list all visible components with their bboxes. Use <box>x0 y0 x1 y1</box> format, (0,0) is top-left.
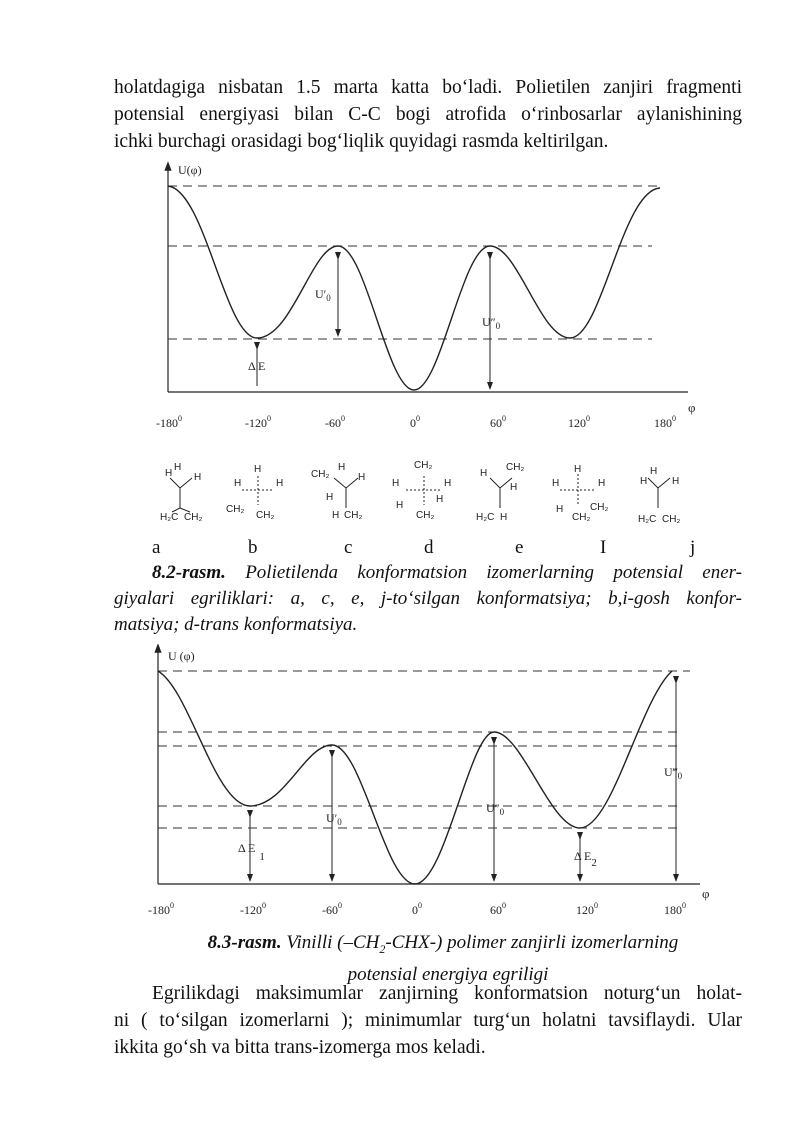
delta-e2-label: Δ E2 <box>574 849 597 869</box>
x-tick-labels <box>156 414 676 430</box>
conformer-letter: I <box>600 537 607 558</box>
svg-text:H: H <box>436 494 444 505</box>
svg-text:H: H <box>338 462 346 473</box>
svg-text:H: H <box>332 510 340 521</box>
svg-text:H: H <box>174 462 182 473</box>
svg-text:H: H <box>254 464 262 475</box>
outro-line: ikkita go‘sh va bitta trans-izomerga mos keladi. <box>114 1037 486 1058</box>
x-axis-label: φ <box>702 886 710 901</box>
conformer-letter: e <box>515 537 524 558</box>
tick-label: $180^0$ <box>654 414 676 430</box>
svg-text:CH₂: CH₂ <box>256 510 275 521</box>
svg-text:H: H <box>480 468 488 479</box>
svg-text:H: H <box>444 478 452 489</box>
u0-prime-label: $U'_0$ <box>315 287 331 303</box>
x-tick-labels <box>148 901 686 917</box>
x-axis-label: φ <box>688 400 696 415</box>
u0-dprime-label: $U''_0$ <box>482 315 501 331</box>
svg-text:H: H <box>672 476 680 487</box>
molecule-i <box>552 464 608 523</box>
svg-text:CH₂: CH₂ <box>506 462 525 473</box>
svg-text:H: H <box>640 476 648 487</box>
conformer-letter: c <box>344 537 353 558</box>
conformer-structures <box>0 455 800 535</box>
figure-8-2-energy-plot <box>0 160 800 445</box>
molecule-a <box>160 462 202 523</box>
svg-text:H₂C: H₂C <box>638 514 657 525</box>
caption-text: giyalari egriliklari: a, c, e, j-to‘silgan konformatsiya; b,i-gosh konfor- <box>114 588 742 609</box>
tick-label: $0^0$ <box>412 901 422 917</box>
figure-8-3-energy-plot <box>0 644 800 924</box>
svg-text:H: H <box>165 468 173 479</box>
svg-text:CH₂: CH₂ <box>590 502 609 513</box>
caption-text: -CHX-) polimer zanjirli izomerlarning <box>385 932 679 953</box>
outro-paragraph <box>114 980 742 1061</box>
svg-text:H: H <box>598 478 606 489</box>
tick-label: $-120^0$ <box>240 901 266 917</box>
tick-label: $-60^0$ <box>325 414 345 430</box>
outro-line: ni ( to‘silgan izomerlarni ); minimumlar turg‘un holatni tavsiflaydi. Ular <box>114 1010 742 1031</box>
svg-text:H₂C: H₂C <box>476 512 495 523</box>
u0-dprime-label: $U''_0$ <box>486 801 505 817</box>
caption-subscript: 2 <box>379 941 386 956</box>
u0-prime-label: $U'_0$ <box>326 811 342 827</box>
intro-line: holatdagiga nisbatan 1.5 marta katta bo‘ladi. Polietilen zanjiri fragmenti <box>114 77 742 98</box>
svg-text:H: H <box>396 500 404 511</box>
caption-text: potensial energiya egriligi <box>347 963 549 985</box>
conformer-letter: b <box>248 537 258 558</box>
conformer-letters <box>0 537 800 561</box>
energy-curve <box>168 186 660 390</box>
conformer-letter: j <box>690 537 696 558</box>
svg-text:H: H <box>234 478 242 489</box>
intro-line: ichki burchagi orasidagi bog‘liqlik quyidagi rasmda keltirilgan. <box>114 131 609 152</box>
delta-e-label: Δ E <box>248 359 266 373</box>
svg-text:H: H <box>194 472 202 483</box>
svg-text:H: H <box>326 492 334 503</box>
y-axis-label: U(φ) <box>178 163 202 177</box>
svg-text:H: H <box>392 478 400 489</box>
svg-text:H: H <box>358 472 366 483</box>
tick-label: $-180^0$ <box>156 414 182 430</box>
tick-label: $0^0$ <box>410 414 420 430</box>
svg-text:CH₂: CH₂ <box>572 512 591 523</box>
svg-text:CH₂: CH₂ <box>662 514 681 525</box>
svg-text:H: H <box>650 466 658 477</box>
svg-text:CH₂: CH₂ <box>184 512 203 523</box>
svg-text:H: H <box>276 478 284 489</box>
tick-label: $180^0$ <box>664 901 686 917</box>
molecule-b <box>226 464 283 521</box>
outro-line: Egrilikdagi maksimumlar zanjirning konformatsion noturg‘un holat- <box>152 983 742 1004</box>
conformer-letter: a <box>152 537 161 558</box>
svg-text:CH₂: CH₂ <box>414 460 433 471</box>
svg-text:H: H <box>574 464 582 475</box>
energy-curve <box>158 671 672 884</box>
svg-text:CH₂: CH₂ <box>226 504 245 515</box>
svg-text:H: H <box>500 512 508 523</box>
y-axis-label: U (φ) <box>168 649 195 663</box>
svg-text:H: H <box>552 478 560 489</box>
u0-tprime-label: $U‴_0$ <box>664 765 683 781</box>
caption-number: 8.2-rasm. <box>152 562 226 583</box>
delta-e1-label: Δ E1 <box>238 841 265 863</box>
tick-label: $120^0$ <box>576 901 598 917</box>
svg-text:CH₂: CH₂ <box>344 510 363 521</box>
molecule-d <box>392 460 451 521</box>
svg-text:H₂C: H₂C <box>160 512 179 523</box>
intro-paragraph <box>114 74 742 155</box>
tick-label: $-60^0$ <box>322 901 342 917</box>
svg-text:CH₂: CH₂ <box>416 510 435 521</box>
caption-number: 8.3-rasm. <box>207 932 282 953</box>
tick-label: $120^0$ <box>568 414 590 430</box>
tick-label: $60^0$ <box>490 414 506 430</box>
svg-text:H: H <box>510 482 518 493</box>
svg-text:CH₂: CH₂ <box>311 469 330 480</box>
caption-text: Vinilli (–CH <box>286 932 380 953</box>
conformer-letter: d <box>424 537 434 558</box>
molecule-e <box>476 462 524 523</box>
molecule-c <box>311 462 365 521</box>
molecule-j <box>638 466 680 525</box>
tick-label: $-180^0$ <box>148 901 174 917</box>
caption-8-2 <box>114 560 742 638</box>
svg-text:H: H <box>556 504 564 515</box>
intro-line: potensial energiyasi bilan C-C bogi atrofida o‘rinbosarlar aylanishining <box>114 104 742 125</box>
tick-label: $60^0$ <box>490 901 506 917</box>
caption-text: Polietilenda konformatsion izomerlarning potensial ener- <box>245 562 742 583</box>
tick-label: $-120^0$ <box>245 414 271 430</box>
caption-text: matsiya; d-trans konformatsiya. <box>114 614 358 635</box>
